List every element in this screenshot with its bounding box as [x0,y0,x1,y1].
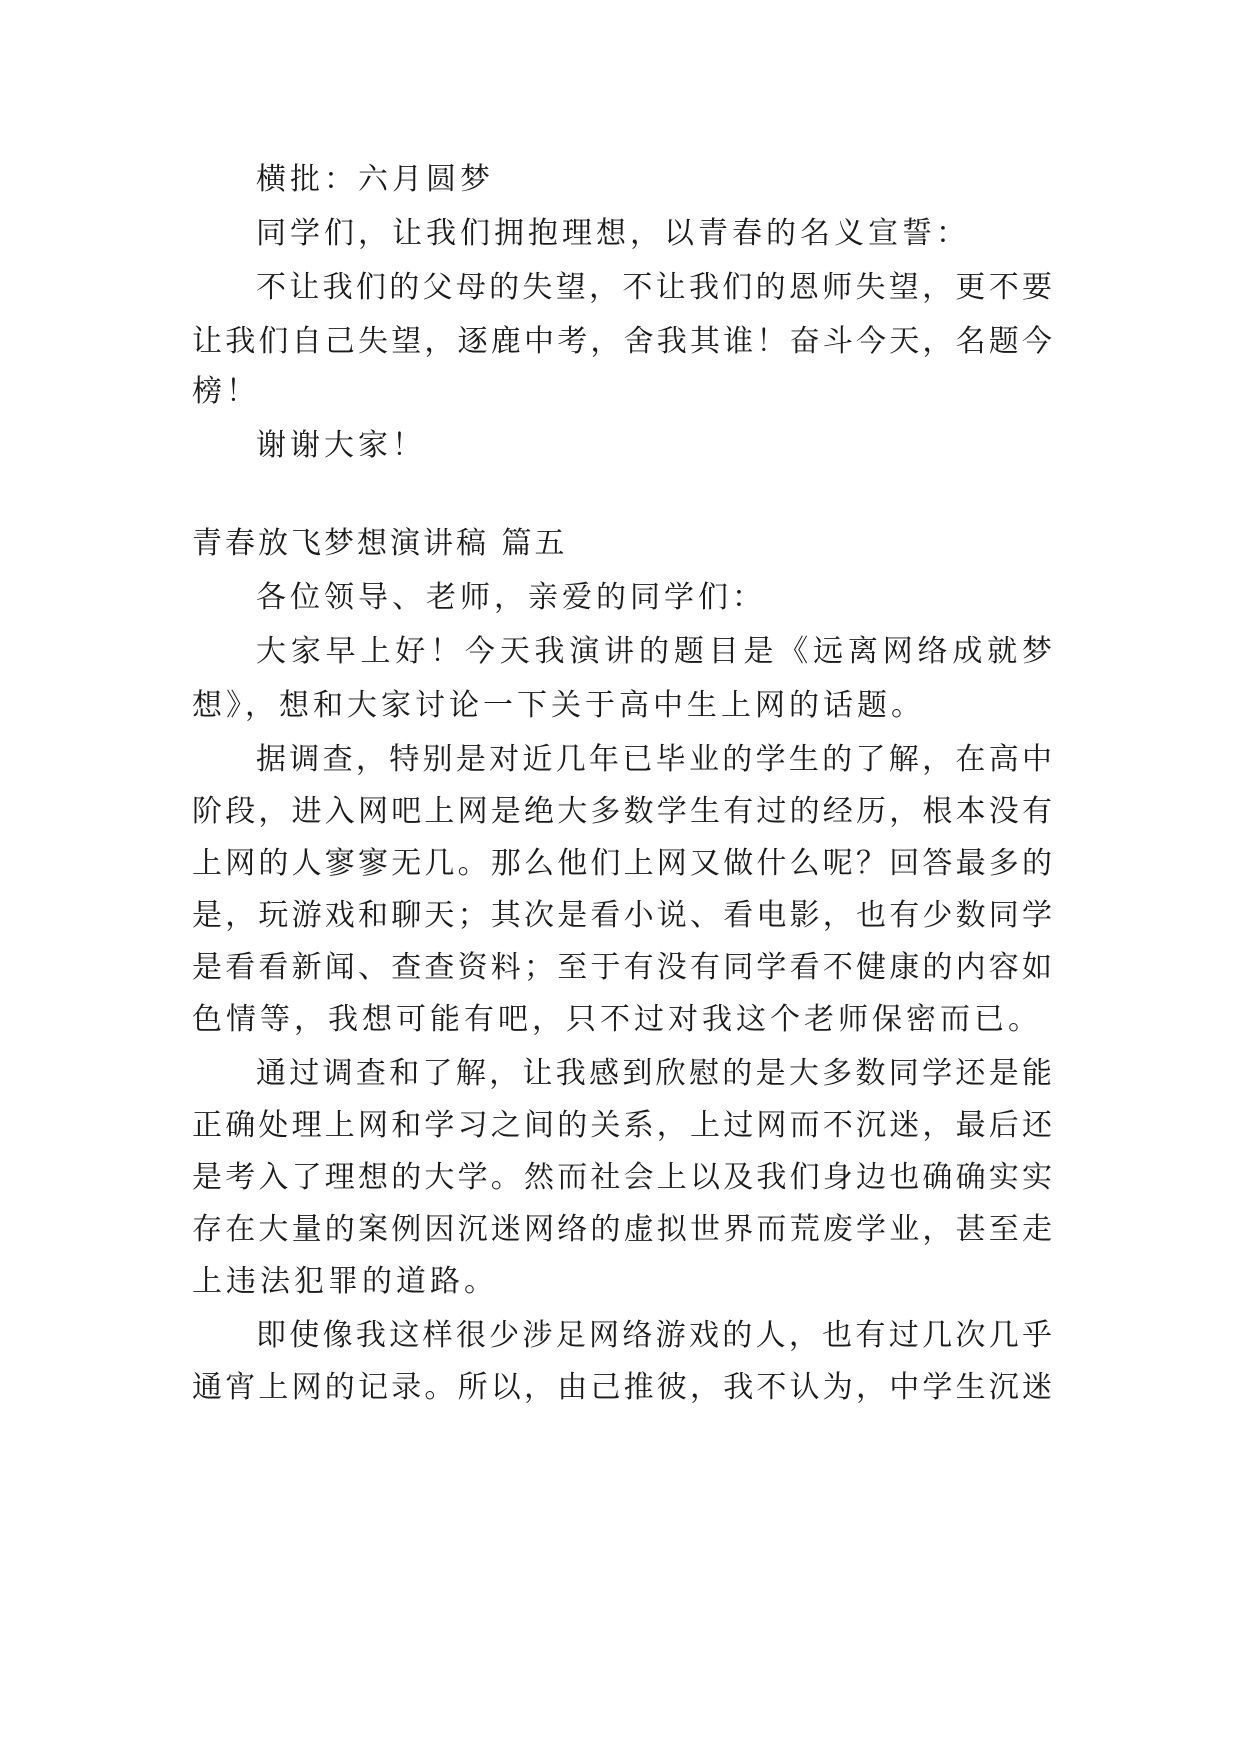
text-line: 让我们自己失望，逐鹿中考，舍我其谁！奋斗今天，名题今 [192,324,1052,359]
text-line: 大家早上好！今天我演讲的题目是《远离网络成就梦 [256,634,1052,669]
text-line: 阶段，进入网吧上网是绝大多数学生有过的经历，根本没有 [192,794,1052,829]
text-line: 是考入了理想的大学。然而社会上以及我们身边也确确实实 [192,1160,1052,1195]
text-line: 同学们，让我们拥抱理想，以青春的名义宣誓： [256,216,970,251]
text-line: 通宵上网的记录。所以，由己推彼，我不认为，中学生沉迷 [192,1370,1052,1405]
text-line: 榜！ [192,374,260,409]
text-line: 色情等，我想可能有吧，只不过对我这个老师保密而已。 [192,1002,1042,1037]
text-line: 存在大量的案例因沉迷网络的虚拟世界而荒废学业，甚至走 [192,1212,1052,1247]
text-line: 是，玩游戏和聊天；其次是看小说、看电影，也有少数同学 [192,898,1052,933]
text-line: 正确处理上网和学习之间的关系，上过网而不沉迷，最后还 [192,1108,1052,1143]
text-line: 即使像我这样很少涉足网络游戏的人，也有过几次几乎 [256,1318,1052,1353]
text-line: 不让我们的父母的失望，不让我们的恩师失望，更不要 [256,270,1052,305]
section-heading: 青春放飞梦想演讲稿 篇五 [192,526,568,561]
text-line-banner: 横批：六月圆梦 [256,162,494,197]
text-line: 上网的人寥寥无几。那么他们上网又做什么呢？回答最多的 [192,846,1052,881]
text-line: 各位领导、老师，亲爱的同学们： [256,580,766,615]
text-line: 想》，想和大家讨论一下关于高中生上网的话题。 [192,688,925,723]
text-line: 据调查，特别是对近几年已毕业的学生的了解，在高中 [256,742,1052,777]
text-line: 谢谢大家！ [256,428,426,463]
text-line: 上违法犯罪的道路。 [192,1264,498,1299]
text-line: 是看看新闻、查查资料；至于有没有同学看不健康的内容如 [192,950,1052,985]
text-line: 通过调查和了解，让我感到欣慰的是大多数同学还是能 [256,1056,1052,1091]
